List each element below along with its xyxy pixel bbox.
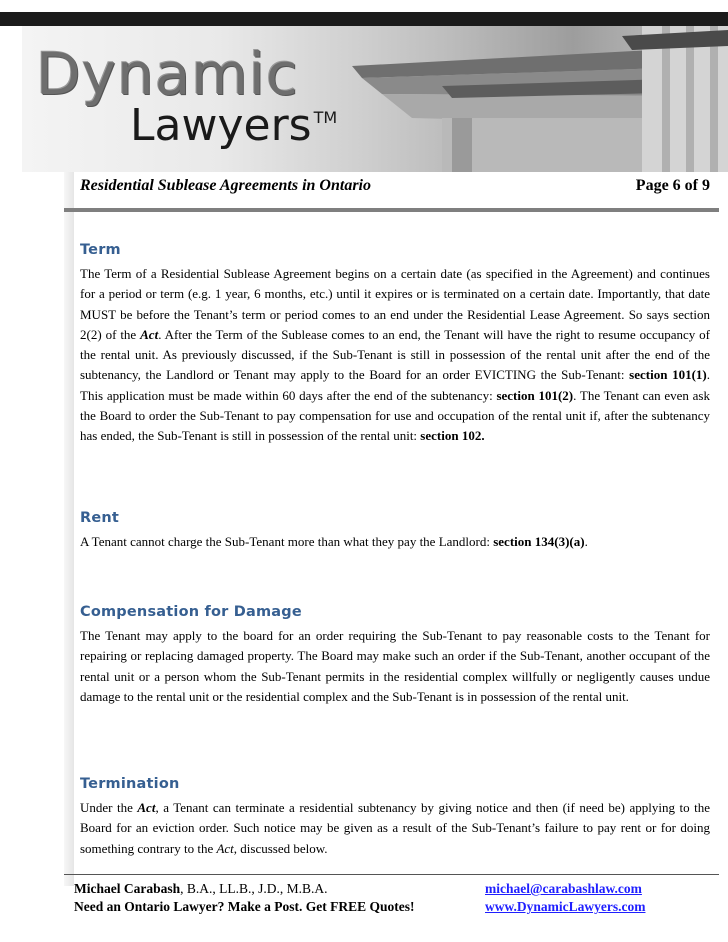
- section-rent: [80, 510, 710, 552]
- section-term: [80, 242, 710, 447]
- top-bar: [0, 12, 728, 26]
- header-divider: [64, 208, 719, 212]
- section-heading-compensation: Compensation for Damage: [80, 604, 302, 620]
- logo-lawyers-text: Lawyers ™: [130, 100, 338, 151]
- document-title: Residential Sublease Agreements in Ontario: [80, 177, 371, 194]
- section-heading-termination: Termination: [80, 776, 180, 792]
- compensation-paragraph: The Tenant may apply to the board for an order requiring the Sub-Tenant to pay reasonable costs to the Tenant for repairing or replacing damaged property. The Board may make such an order if the Sub-Tenant, another occupant of the rental unit or a person whom the Sub-Tenant permits in the residential complex willfully or negligently causes undue damage to the rental unit or the residential complex and the Sub-Tenant is in possession of the rental unit.: [80, 628, 710, 704]
- section-compensation: [80, 604, 710, 707]
- termination-paragraph: Under the Act, a Tenant can terminate a residential subtenancy by giving notice and then (if need be) applying to the Board for an eviction order. Such notice may be given as a result of the Sub-Tenant’s failure to pay rent or for doing something contrary to the Act, discussed below.: [80, 800, 710, 856]
- author-name: Michael Carabash: [74, 881, 181, 896]
- email-link[interactable]: michael@carabashlaw.com: [485, 881, 642, 896]
- website-link[interactable]: www.DynamicLawyers.com: [485, 899, 646, 914]
- section-heading-term: Term: [80, 242, 121, 258]
- page-number: Page 6 of 9: [635, 177, 710, 194]
- trademark-mark: TM: [313, 108, 338, 127]
- term-paragraph: The Term of a Residential Sublease Agreement begins on a certain date (as specified in the Agreement) and continues for a period or term (e.g. 1 year, 6 months, etc.) until it expires or is terminated on a certain date. Importantly, that date MUST be before the Tenant’s term or period comes to an end under the Residential Lease Agreement. So says section 2(2) of the Act. After the Term of the Sublease comes to an end, the Tenant will have the right to resume occupancy of the rental unit. As previously discussed, if the Sub-Tenant is still in possession of the rental unit after the end of the subtenancy, the Landlord or Tenant may apply to the Board for an order EVICTING the Sub-Tenant: section 101(1). This application must be made within 60 days after the end of the subtenancy: section 101(2). The Tenant can even ask the Board to order the Sub-Tenant to pay compensation for use and occupation of the rental unit if, after the subtenancy has ended, the Sub-Tenant is still in possession of the rental unit: section 102.: [80, 266, 710, 444]
- logo-dynamic-text: Dynamic: [36, 40, 299, 108]
- header-banner: [22, 26, 728, 172]
- left-margin-bar: [64, 172, 74, 886]
- section-heading-rent: Rent: [80, 510, 120, 526]
- rent-paragraph: A Tenant cannot charge the Sub-Tenant more than what they pay the Landlord: section 134(3)(a).: [80, 534, 588, 549]
- footer-tagline: Need an Ontario Lawyer? Make a Post. Get FREE Quotes!: [74, 899, 415, 914]
- document-header: [80, 177, 716, 197]
- author-credentials: , B.A., LL.B., J.D., M.B.A.: [180, 881, 328, 896]
- footer-author: [74, 880, 414, 916]
- footer-contact: [485, 880, 645, 916]
- section-termination: [80, 776, 710, 859]
- footer-divider: [64, 874, 719, 875]
